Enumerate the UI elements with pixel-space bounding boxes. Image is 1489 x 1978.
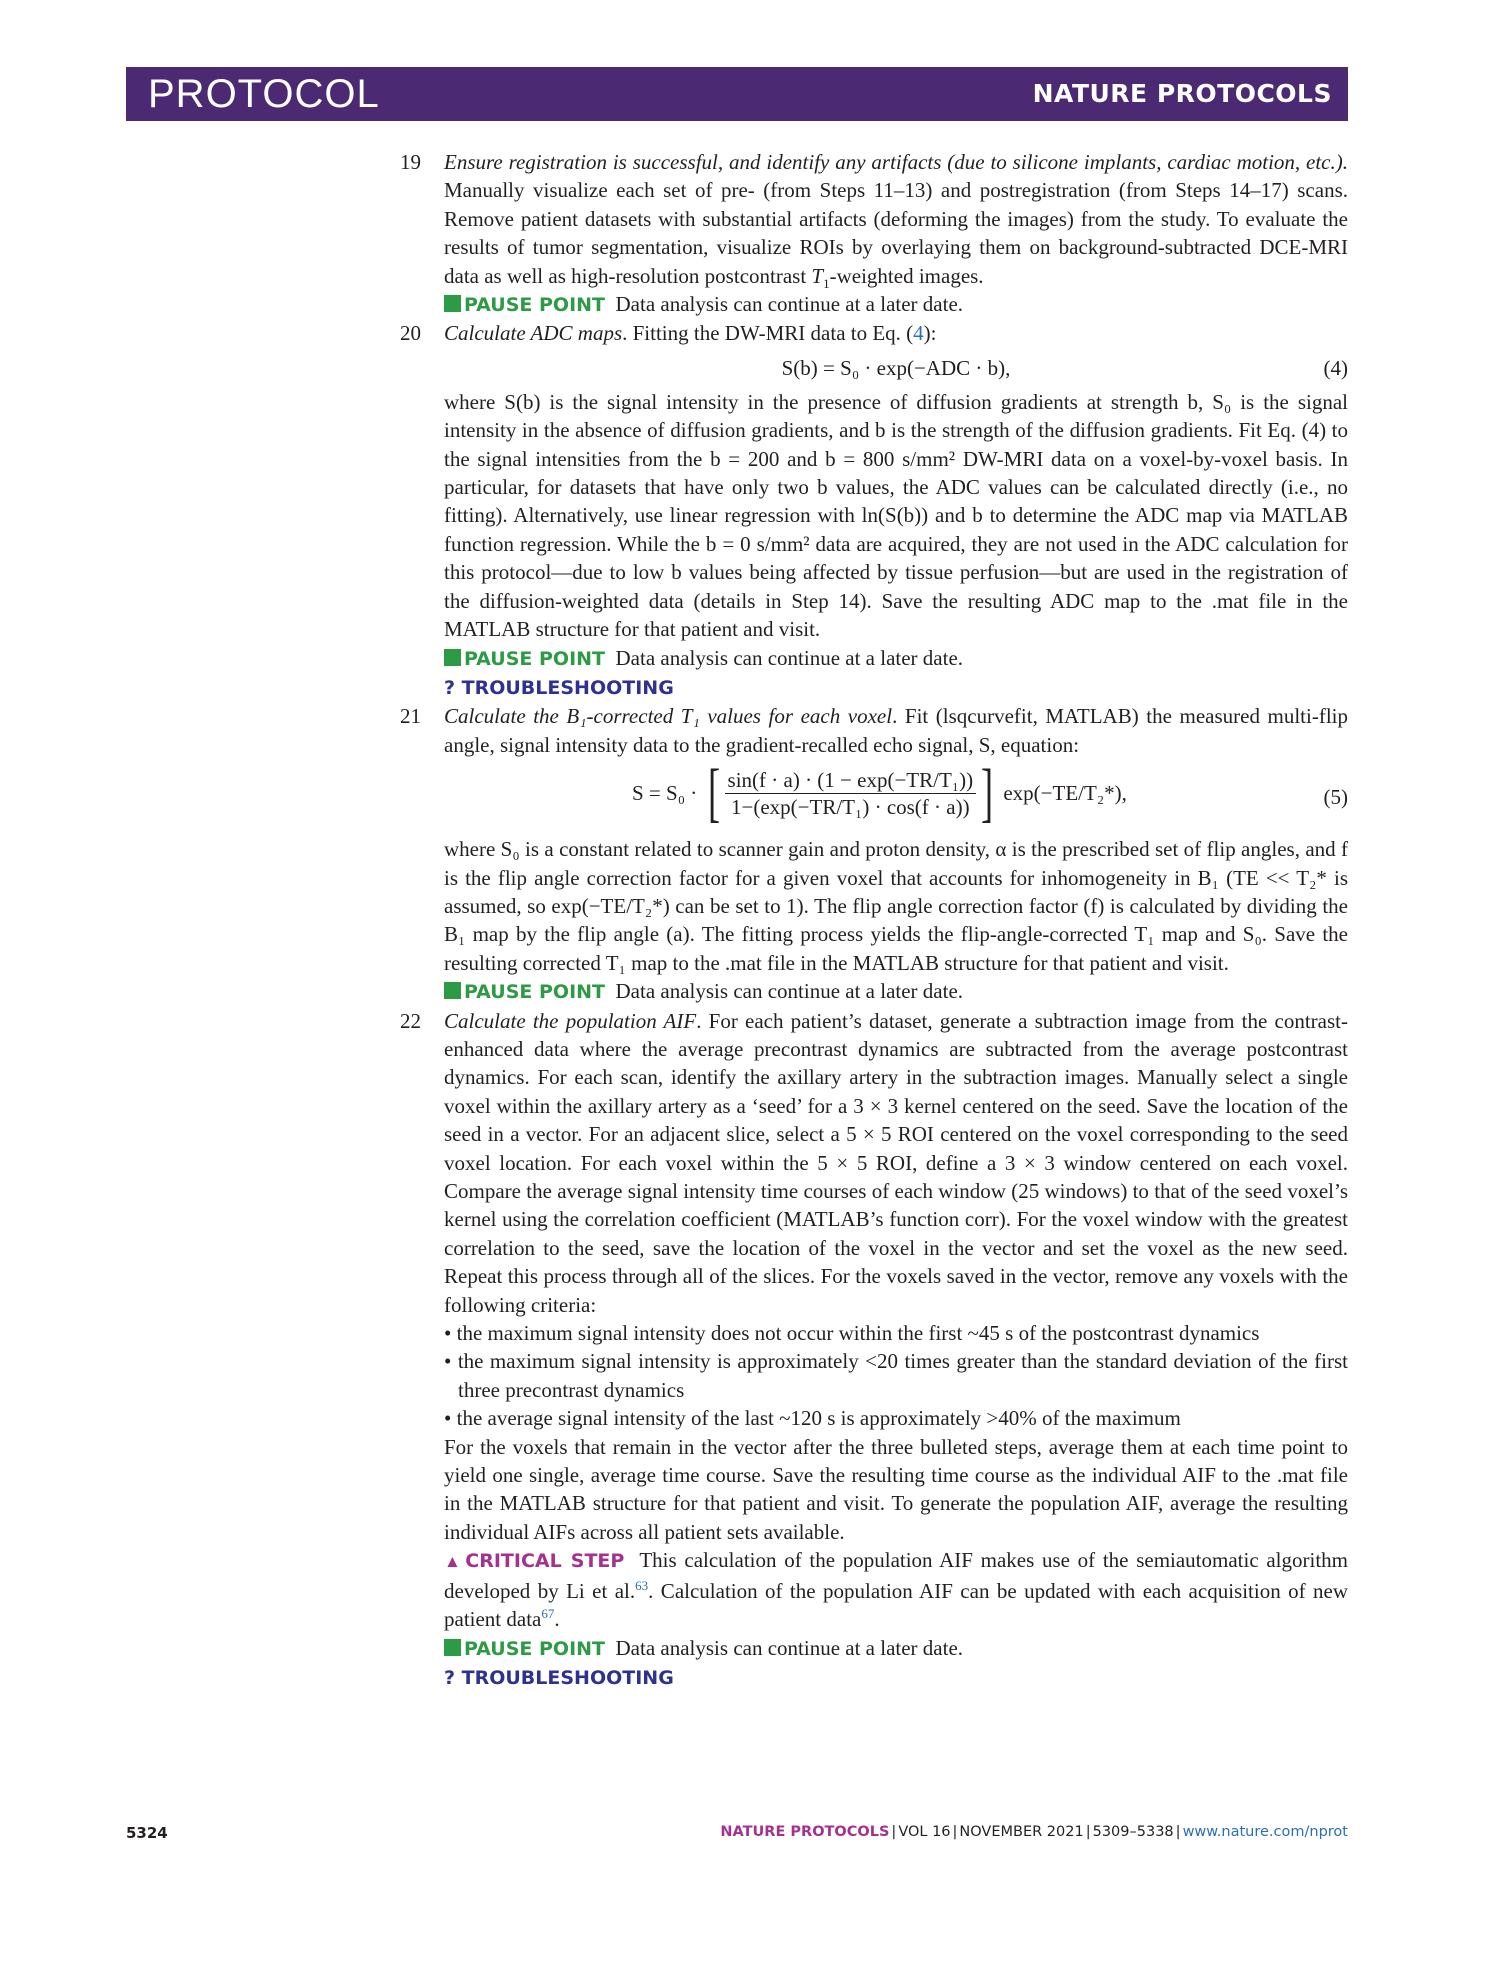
step-number: 20 — [400, 321, 421, 346]
bullet-text: the maximum signal intensity does not occur within the first ~45 s of the postcontrast dynamics — [456, 1321, 1260, 1346]
pause-point — [444, 644, 1348, 673]
step-number: 19 — [400, 150, 421, 174]
pause-text: Data analysis can continue at a later date. — [615, 1635, 964, 1660]
equation-reference-link[interactable]: 4 — [913, 321, 924, 346]
critical-triangle-icon: ▲ — [444, 1552, 464, 1572]
equation-number: (4) — [1323, 355, 1348, 380]
critical-text-2: . Calculation of the population AIF can be updated with each acquisition of new patient data — [444, 1578, 1349, 1632]
equation-fraction — [725, 767, 977, 820]
step-title: Calculate the B₁-corrected T₁ values for each voxel — [444, 704, 893, 729]
equation-4 — [444, 348, 1348, 388]
critical-text: This calculation of the population AIF makes use of the semiautomatic algorithm developed by Li et al. — [444, 1548, 1349, 1603]
equation-formula — [632, 756, 1127, 831]
step-text — [444, 148, 1348, 290]
criteria-bullet: • the maximum signal intensity is approximately <20 times greater than the standard deviation of the first three precontrast dynamics — [444, 1349, 1348, 1402]
criteria-bullet: • the maximum signal intensity does not occur within the first ~45 s of the postcontrast dynamics — [444, 1321, 1260, 1346]
criteria-bullet: • the average signal intensity of the last ~120 s is approximately >40% of the maximum — [444, 1406, 1181, 1431]
equation-lhs: S = S₀ · — [632, 780, 698, 805]
pause-square-icon — [444, 295, 461, 312]
pause-square-icon — [444, 649, 461, 666]
step-body: . For each patient’s dataset, generate a subtraction image from the contrast-enhanced data where the average precontrast dynamics are subtracted from the average postcontrast dynamics. For each scan, identify the axillary artery in the subtraction images. Manually select a single voxel within the axillary artery as a ‘seed’ for a 3 × 3 kernel centered on the seed. Save the location of the seed in a vector. For an adjacent slice, select a 5 × 5 ROI centered on the voxel corresponding to the seed voxel location. For each voxel within the 5 × 5 ROI, define a 3 × 3 window centered on each voxel. Compare the average signal intensity time courses of each window (25 windows) to that of the seed voxel’s kernel using the correlation coefficient (MATLAB’s function corr). For the voxel window with the greatest correlation to the seed, save the location of the voxel in the vector and set the voxel as the new seed. Repeat this process through all of the slices. For the voxels saved in the vector, remove any voxels with the following criteria: — [444, 1008, 1348, 1317]
citation-link[interactable]: 67 — [541, 1606, 555, 1622]
step-body: Manually visualize each set of pre- (from Steps 11–13) and postregistration (from Steps 14–17) scans. Remove patient datasets with substantial artifacts (deforming the images) from the study. To evaluate the results of tumor segmentation, visualize ROIs by overlaying them on background-subtracted DCE-MRI data as well as high-resolution postcontrast — [444, 178, 1348, 288]
step-intro — [444, 319, 1348, 347]
step-title: Calculate ADC maps — [444, 321, 623, 346]
right-bracket: ] — [981, 756, 994, 830]
step-body-end: -weighted images. — [829, 263, 984, 288]
step-intro-text: . Fit (lsqcurvefit, MATLAB) the measured multi-flip angle, signal intensity data to the gradient-recalled echo signal, S, equation: — [444, 704, 1348, 757]
critical-label: CRITICAL STEP — [465, 1550, 625, 1573]
troubleshooting-link[interactable] — [444, 1663, 1348, 1692]
fraction-denominator: 1−(exp(−TR/T₁) · cos(f · a)) — [731, 794, 970, 819]
step-intro-text: . Fitting the DW-MRI data to Eq. ( — [622, 321, 914, 346]
step-20 — [400, 319, 1348, 702]
equation-5 — [444, 756, 1348, 835]
step-22 — [400, 1007, 1348, 1693]
equation-text: S(b) = S₀ · exp(−ADC · b), — [781, 355, 1011, 380]
pause-point — [444, 1634, 1348, 1663]
bullet-text: the average signal intensity of the last ~120 s is approximately >40% of the maximum — [456, 1406, 1181, 1431]
step-19 — [400, 148, 1348, 319]
subscript: 1 — [823, 275, 830, 291]
section-label: PROTOCOL — [148, 72, 380, 116]
citation-link[interactable]: 63 — [635, 1577, 649, 1593]
troubleshooting-link[interactable] — [444, 673, 1348, 702]
critical-text-end: . — [554, 1607, 560, 1632]
step-21 — [400, 702, 1348, 1006]
pause-label: PAUSE POINT — [464, 1637, 606, 1660]
footer-url-link[interactable]: www.nature.com/nprot — [1182, 1824, 1348, 1840]
pause-square-icon — [444, 982, 461, 999]
step-number: 22 — [400, 1008, 421, 1033]
troubleshooting-label[interactable]: ? TROUBLESHOOTING — [444, 1666, 674, 1689]
step-body: where S₀ is a constant related to scanner gain and proton density, α is the prescribed set of flip angles, and f is the flip angle correction factor for a given voxel that accounts for inhomogeneity in B₁ (TE << T₂* is assumed, so exp(−TE/T₂*) can be set to 1). The flip angle correction factor (f) is calculated by dividing the B₁ map by the flip angle (a). The fitting process yields the flip-angle-corrected T₁ map and S₀. Save the resulting corrected T₁ map to the .mat file in the MATLAB structure for that patient and visit. — [444, 837, 1348, 975]
pause-point — [444, 290, 1348, 319]
page-header — [126, 67, 1348, 121]
troubleshooting-label[interactable]: ? TROUBLESHOOTING — [444, 676, 674, 699]
footer-pages: 5309–5338 — [1092, 1824, 1174, 1840]
pause-label: PAUSE POINT — [464, 647, 606, 670]
step-title: Ensure registration is successful, and identify any artifacts (due to silicone implants, cardiac motion, etc.). — [444, 150, 1348, 174]
equation-number: (5) — [1323, 785, 1348, 810]
pause-label: PAUSE POINT — [464, 981, 606, 1004]
pause-label: PAUSE POINT — [464, 294, 606, 317]
article-body — [400, 148, 1348, 1692]
equation-rhs: exp(−TE/T₂*), — [1003, 780, 1127, 805]
footer-volume: VOL 16 — [898, 1824, 951, 1840]
footer-date: NOVEMBER 2021 — [959, 1824, 1084, 1840]
pause-point — [444, 977, 1348, 1006]
step-intro-end: ): — [923, 321, 937, 346]
footer-citation: NATURE PROTOCOLS | VOL 16 | NOVEMBER 2021 | 5309–5338 | www.nature.com/nprot — [720, 1824, 1348, 1840]
pause-text: Data analysis can continue at a later date. — [615, 645, 964, 670]
step-number: 21 — [400, 704, 421, 729]
pause-text: Data analysis can continue at a later date. — [615, 292, 964, 317]
symbol-t: T — [811, 263, 824, 288]
journal-name: NATURE PROTOCOLS — [1032, 79, 1332, 108]
step-body: where S(b) is the signal intensity in the presence of diffusion gradients at strength b, S₀ is the signal intensity in the absence of diffusion gradients, and b is the strength of the diffusion gradients. Fit Eq. (4) to the signal intensities from the b = 200 and b = 800 s/mm² DW-MRI data on a voxel-by-voxel basis. In particular, for datasets that have only two b values, the ADC values can be calculated directly (i.e., no fitting). Alternatively, use linear regression with ln(S(b)) and b to determine the ADC map via MATLAB function regression. While the b = 0 s/mm² data are acquired, they are not used in the ADC calculation for this protocol—due to low b values being affected by tissue perfusion—but are used in the registration of the diffusion-weighted data (details in Step 14). Save the resulting ADC map to the .mat file in the MATLAB structure for that patient and visit. — [444, 389, 1348, 642]
step-title: Calculate the population AIF — [444, 1008, 697, 1033]
pause-text: Data analysis can continue at a later date. — [615, 979, 964, 1004]
page-number: 5324 — [126, 1824, 168, 1842]
left-bracket: [ — [707, 756, 720, 830]
footer-journal: NATURE PROTOCOLS — [720, 1824, 890, 1840]
critical-step — [444, 1546, 1348, 1633]
pause-square-icon — [444, 1639, 461, 1656]
fraction-numerator: sin(f · a) · (1 − exp(−TR/T₁)) — [725, 767, 977, 794]
step-intro — [444, 702, 1348, 759]
bullet-text: the maximum signal intensity is approximately <20 times greater than the standard deviation of the first three precontrast dynamics — [457, 1349, 1348, 1402]
step-after-text: For the voxels that remain in the vector after the three bulleted steps, average them at each time point to yield one single, average time course. Save the resulting time course as the individual AIF to the .mat file in the MATLAB structure for that patient and visit. To generate the population AIF, average the resulting individual AIFs across all patient sets available. — [444, 1434, 1348, 1544]
step-text — [444, 1007, 1348, 1319]
